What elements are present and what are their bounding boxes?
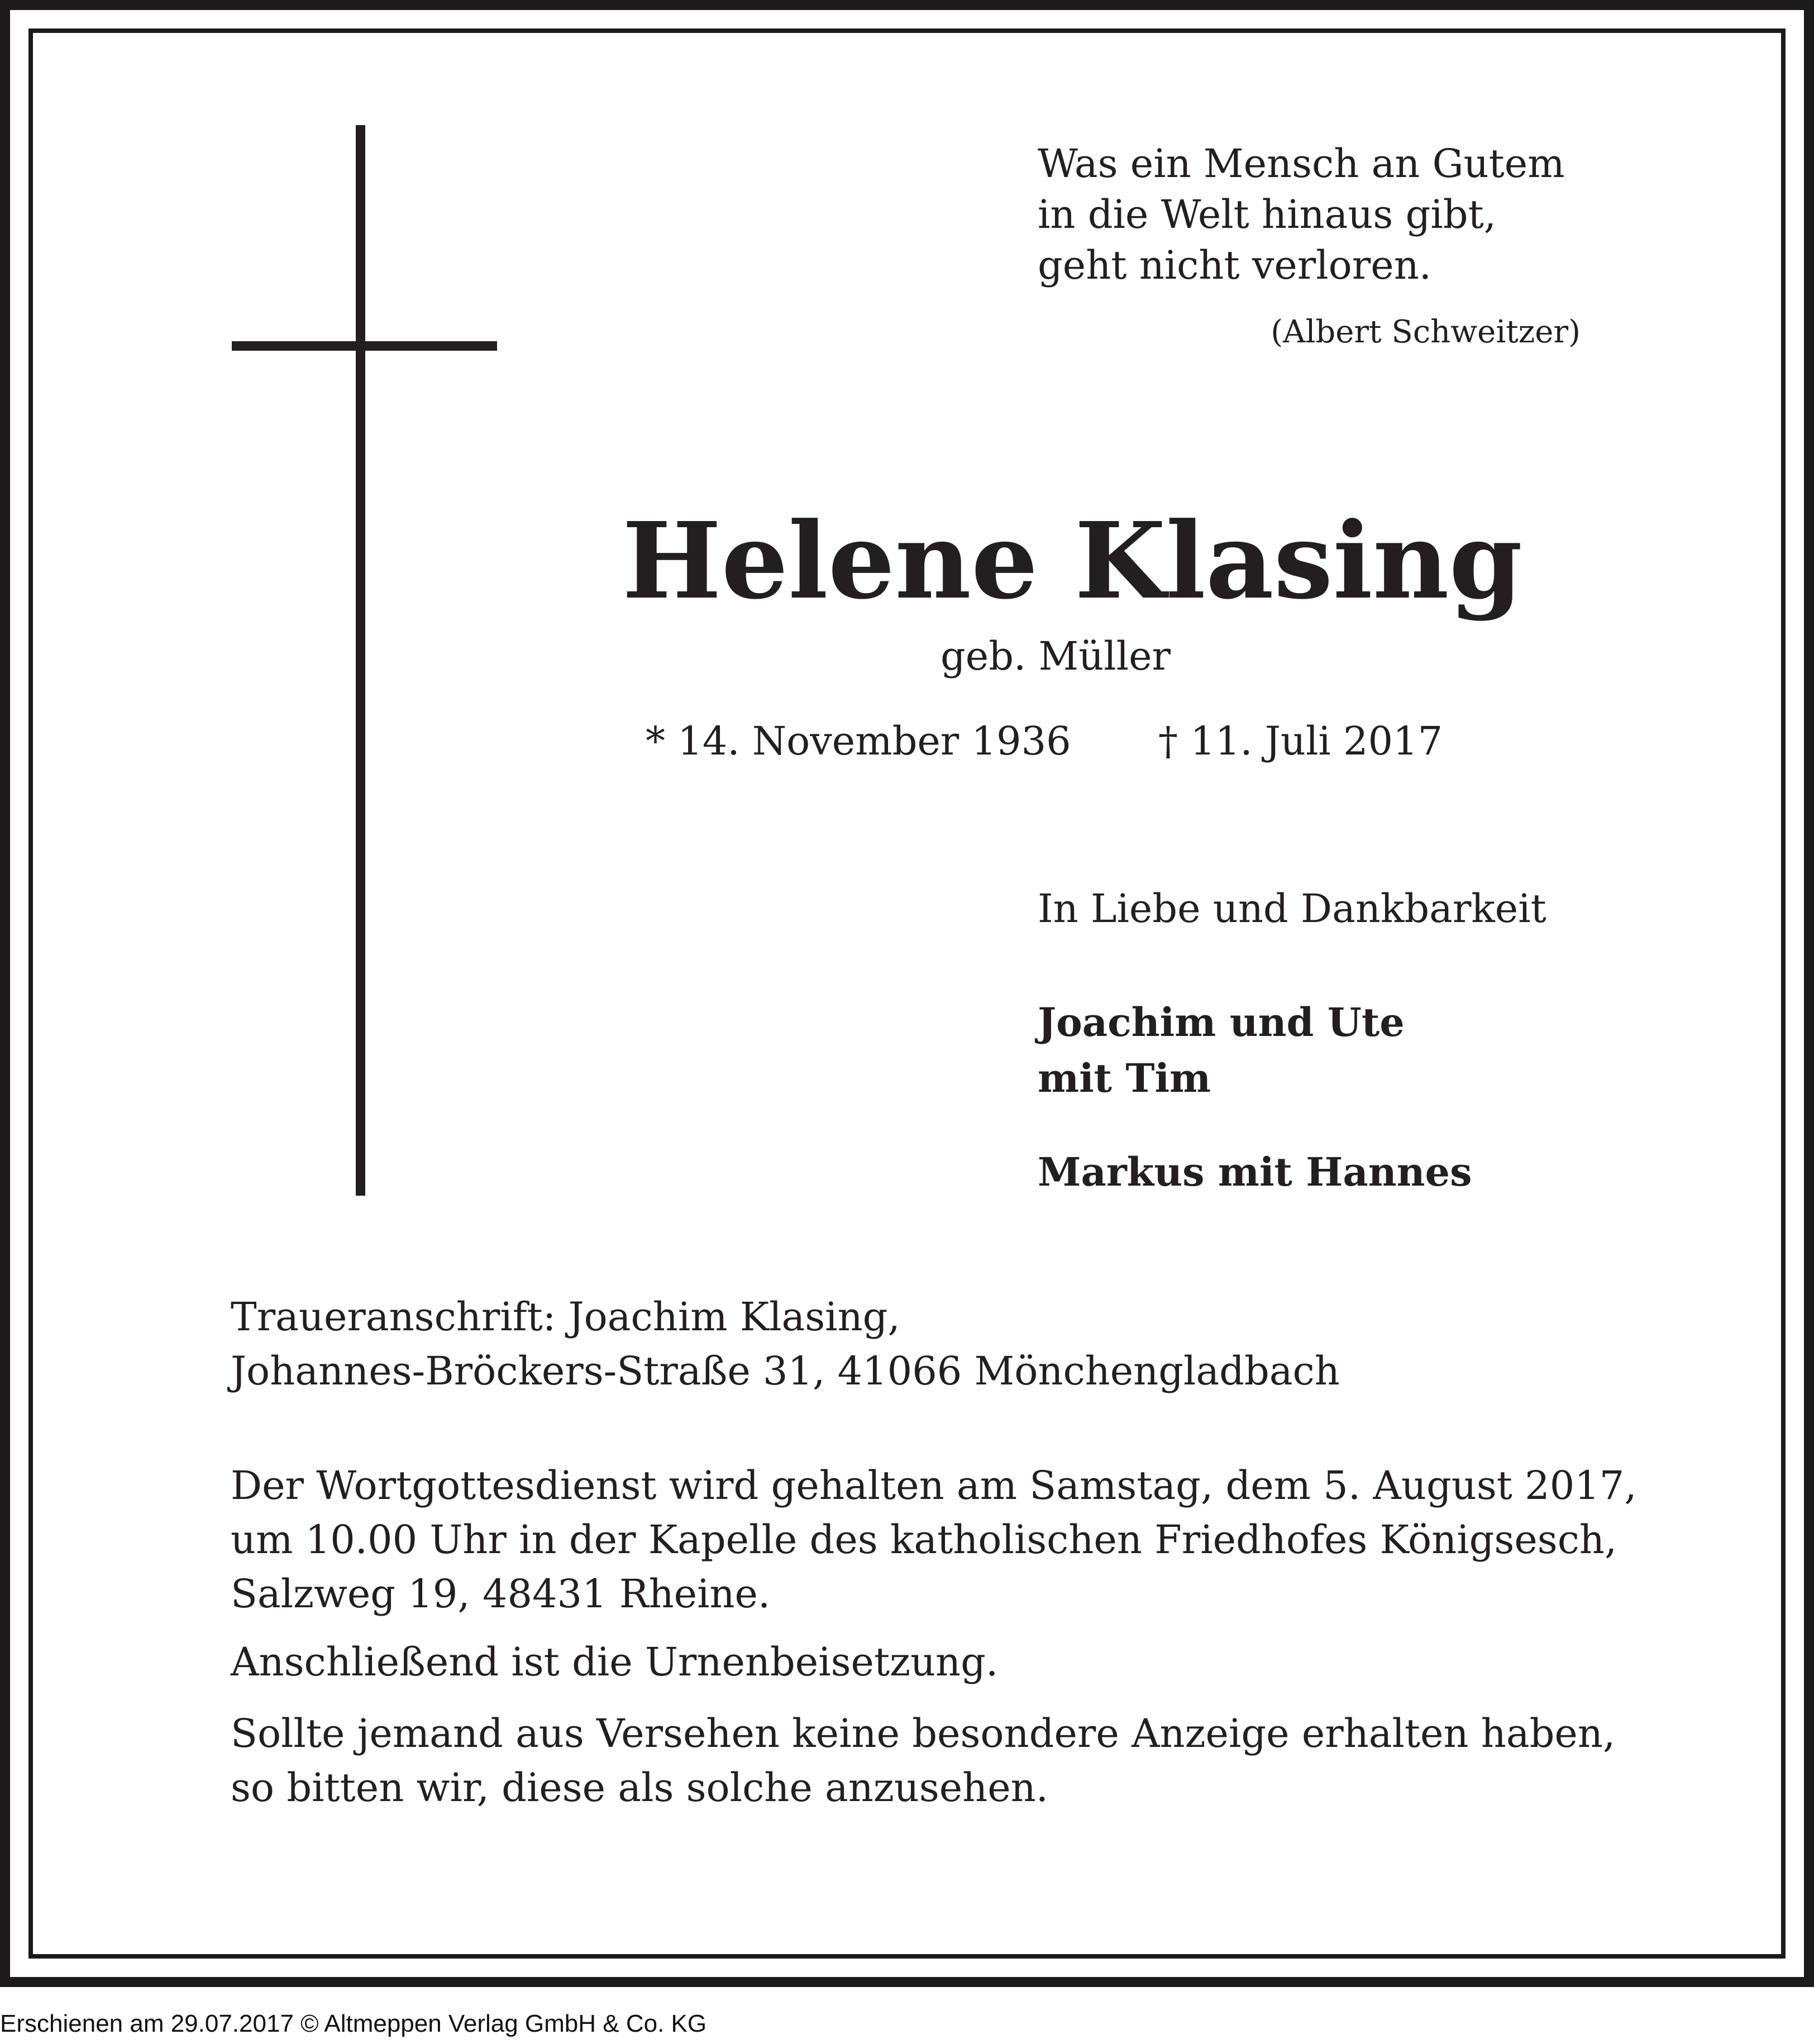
service-details [231,1459,1637,1621]
notice [231,1707,1615,1815]
quote-author: (Albert Schweitzer) [1271,314,1581,350]
birth-date: * 14. November 1936 [646,718,1071,764]
quote-line: Was ein Mensch an Gutem [1038,141,1565,187]
notice-line: Sollte jemand aus Versehen keine besondere Anzeige erhalten haben, [231,1711,1616,1756]
quote-line: geht nicht verloren. [1038,242,1432,288]
deceased-name: Helene Klasing [622,499,1523,623]
service-line: Der Wortgottesdienst wird gehalten am Samstag, dem 5. August 2017, [231,1463,1637,1508]
maiden-name: geb. Müller [941,633,1171,679]
mourner-name: mit Tim [1038,1055,1211,1101]
address-line: Traueranschrift: Joachim Klasing, [231,1294,900,1340]
burial-note: Anschließend ist die Urnenbeisetzung. [231,1639,999,1685]
address-line: Johannes-Bröckers-Straße 31, 41066 Mönchengladbach [231,1348,1340,1394]
dedication: In Liebe und Dankbarkeit [1038,886,1546,932]
service-line: Salzweg 19, 48431 Rheine. [231,1571,771,1617]
quote-block [1038,139,1565,291]
quote-line: in die Welt hinaus gibt, [1038,192,1496,237]
cross-vertical-bar [356,125,365,1196]
service-line: um 10.00 Uhr in der Kapelle des katholischen Friedhofes Königsesch, [231,1517,1617,1563]
mourner-name: Joachim und Ute [1038,999,1405,1045]
mourner-name: Markus mit Hannes [1038,1149,1472,1195]
notice-line: so bitten wir, diese als solche anzusehen. [231,1765,1049,1811]
death-date: † 11. Juli 2017 [1158,718,1443,764]
publication-footer: Erschienen am 29.07.2017 © Altmeppen Verlag GmbH & Co. KG [0,2010,707,2037]
mourning-address [231,1290,1340,1398]
cross-horizontal-bar [232,341,497,351]
